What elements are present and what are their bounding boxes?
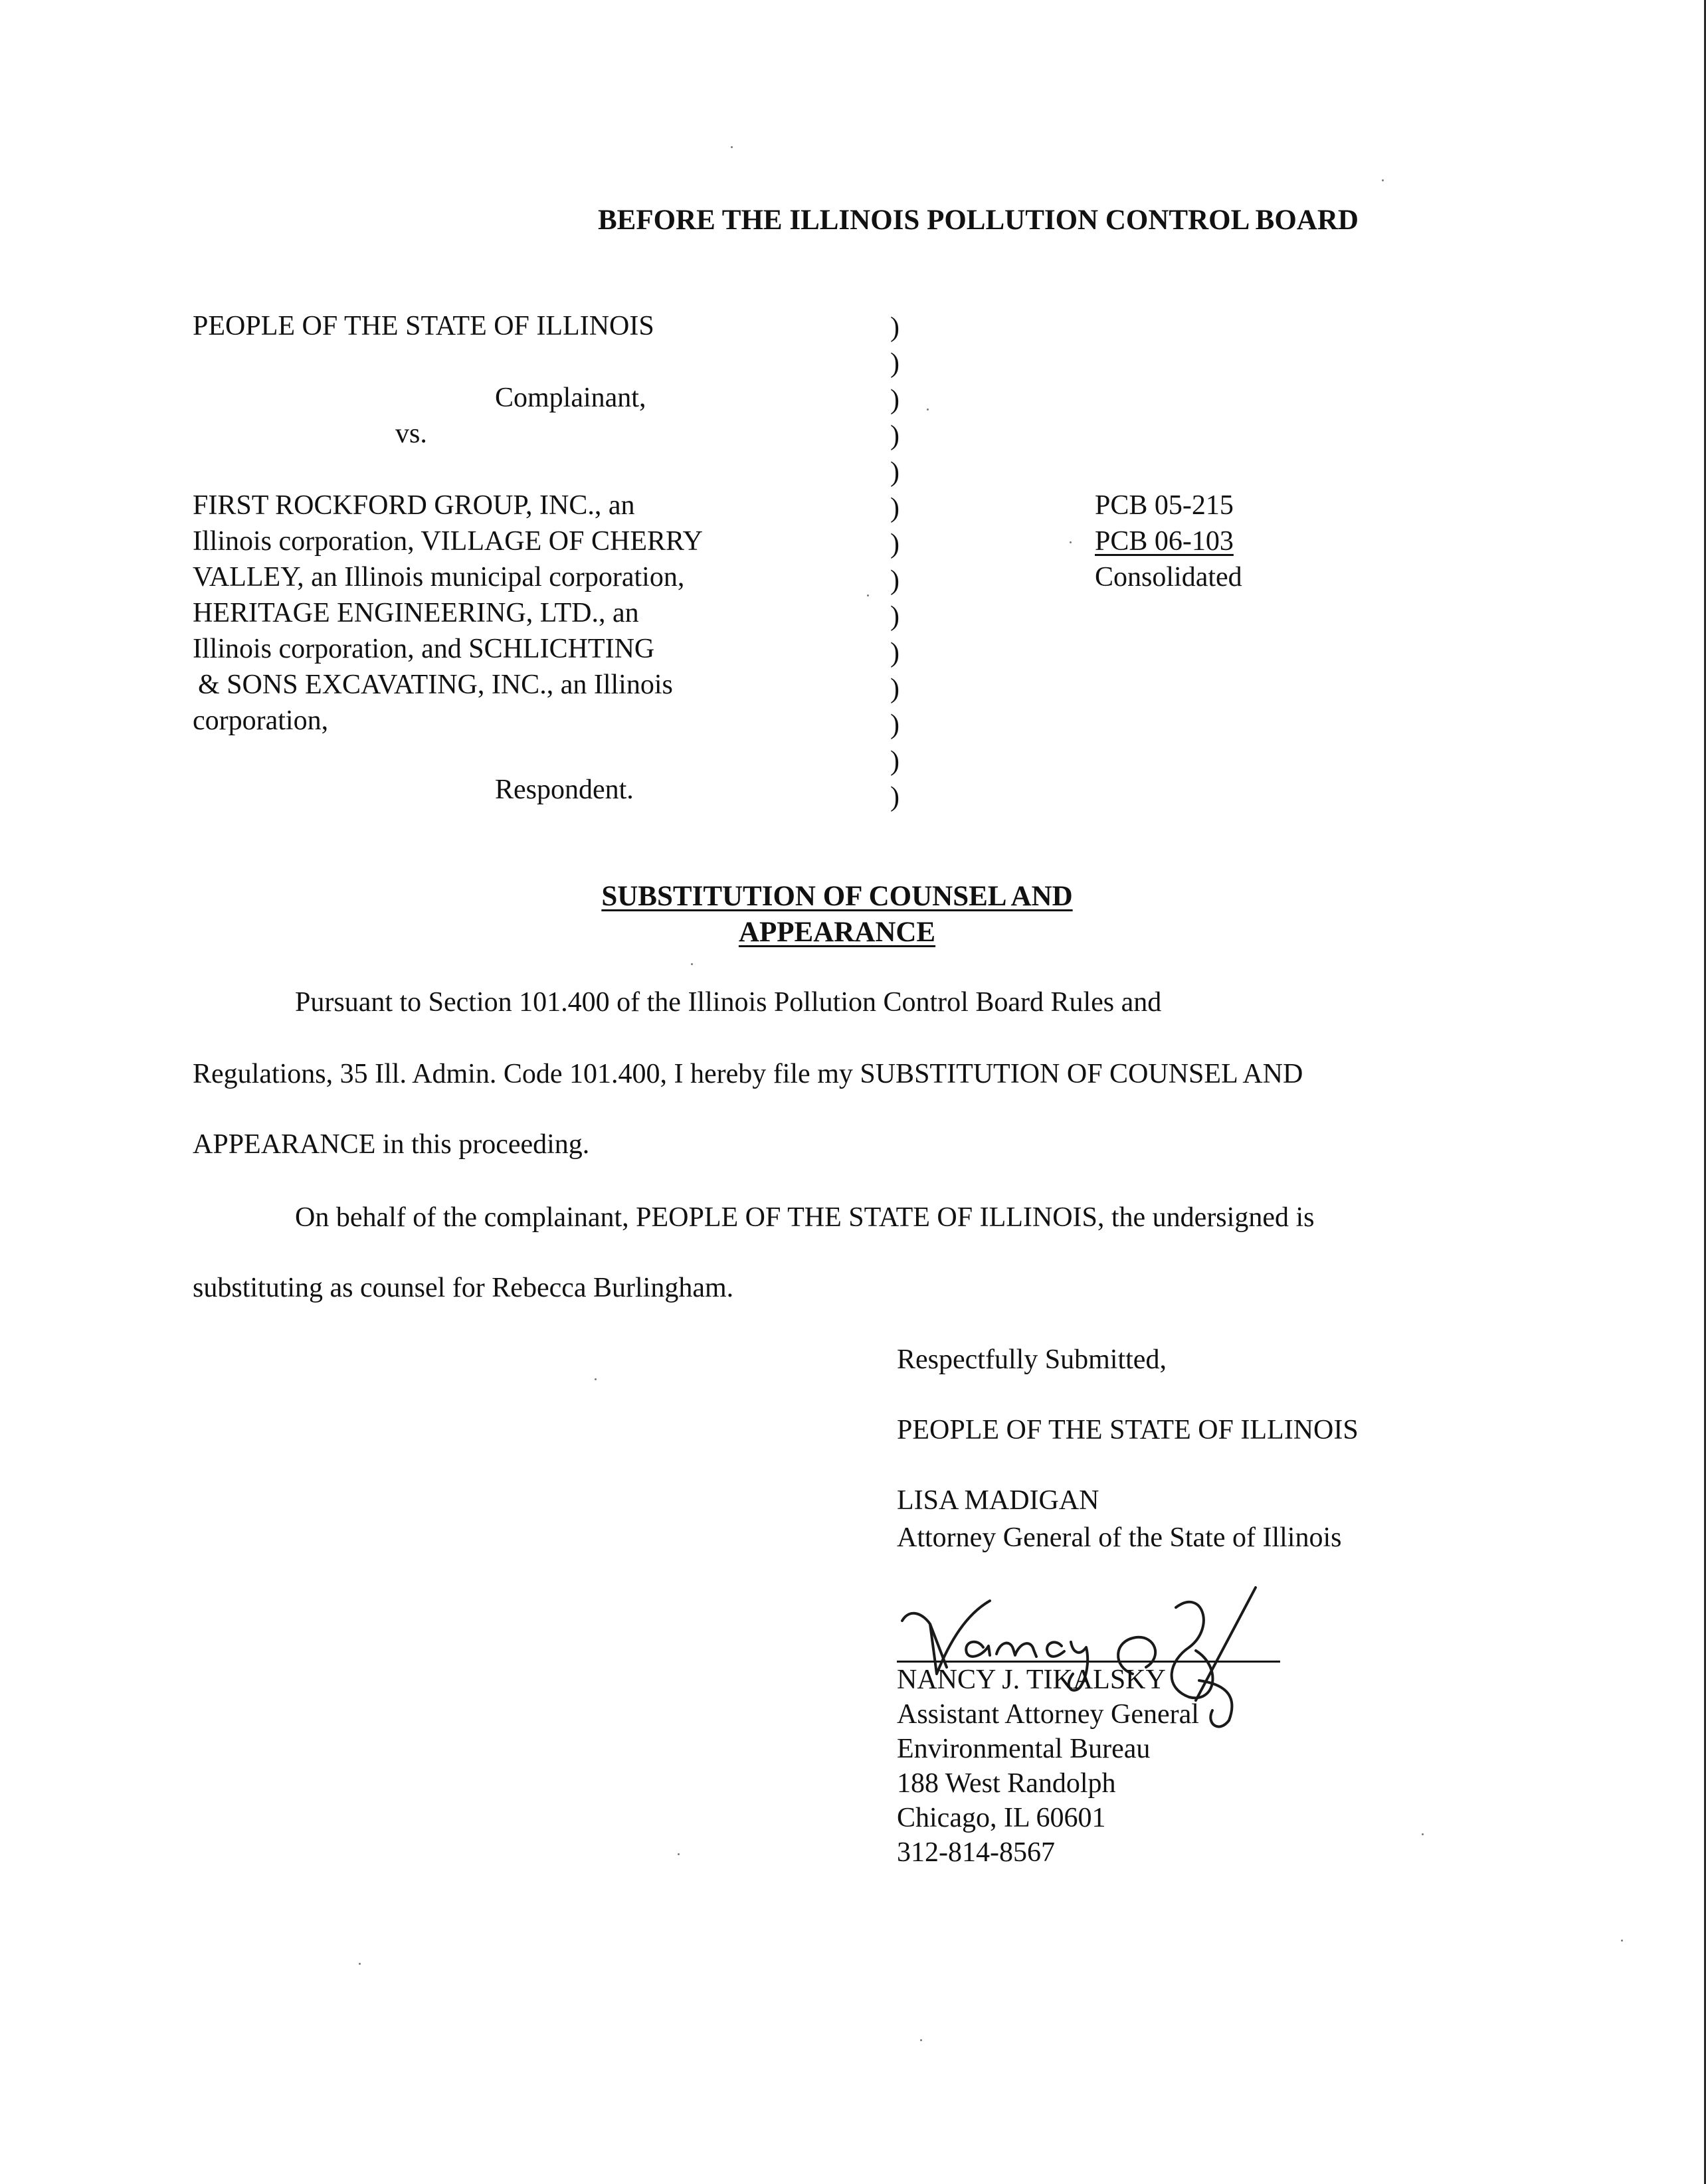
attorney-general-title: Attorney General of the State of Illinois bbox=[897, 1522, 1342, 1553]
scan-speck bbox=[867, 594, 869, 596]
respondent-line: & SONS EXCAVATING, INC., an Illinois bbox=[198, 670, 673, 700]
complainant-role: Complainant, bbox=[495, 383, 646, 413]
caption-parentheses bbox=[890, 310, 910, 815]
signer-name: NANCY J. TIKALSKY bbox=[897, 1665, 1166, 1695]
scan-speck bbox=[1422, 1833, 1424, 1835]
paren: ) bbox=[890, 673, 900, 704]
case-number-1: PCB 05-215 bbox=[1095, 490, 1234, 521]
paren: ) bbox=[890, 601, 900, 632]
court-heading: BEFORE THE ILLINOIS POLLUTION CONTROL BOARD bbox=[598, 205, 1359, 236]
paren: ) bbox=[890, 782, 900, 813]
scan-speck bbox=[678, 1853, 680, 1855]
bureau-name: Environmental Bureau bbox=[897, 1734, 1151, 1764]
street-address: 188 West Randolph bbox=[897, 1768, 1116, 1799]
paren: ) bbox=[890, 420, 900, 452]
consolidated-label: Consolidated bbox=[1095, 562, 1242, 592]
respondent-line: HERITAGE ENGINEERING, LTD., an bbox=[193, 598, 639, 628]
paren: ) bbox=[890, 492, 900, 523]
case-number-2: PCB 06-103 bbox=[1095, 526, 1234, 557]
body-paragraph-2-line: On behalf of the complainant, PEOPLE OF THE STATE OF ILLINOIS, the undersigned is bbox=[295, 1202, 1315, 1233]
signer-title: Assistant Attorney General bbox=[897, 1699, 1199, 1730]
paren: ) bbox=[890, 348, 900, 379]
respondent-line: Illinois corporation, VILLAGE OF CHERRY bbox=[193, 526, 704, 557]
document-title-line-2: APPEARANCE bbox=[738, 917, 936, 948]
scan-speck bbox=[1621, 1940, 1623, 1942]
paren: ) bbox=[890, 456, 900, 488]
body-paragraph-1-line: Pursuant to Section 101.400 of the Illinois Pollution Control Board Rules and bbox=[295, 987, 1162, 1018]
scan-speck bbox=[1382, 179, 1384, 181]
party-name: PEOPLE OF THE STATE OF ILLINOIS bbox=[897, 1415, 1359, 1445]
respondent-line: corporation, bbox=[193, 705, 329, 736]
city-address: Chicago, IL 60601 bbox=[897, 1803, 1106, 1833]
respondent-line: Illinois corporation, and SCHLICHTING bbox=[193, 634, 655, 664]
respondent-line: FIRST ROCKFORD GROUP, INC., an bbox=[193, 490, 635, 521]
phone-number: 312-814-8567 bbox=[897, 1837, 1055, 1868]
scan-speck bbox=[595, 1378, 597, 1380]
scan-speck bbox=[359, 1963, 361, 1965]
attorney-general-name: LISA MADIGAN bbox=[897, 1485, 1099, 1516]
scan-speck bbox=[920, 2039, 922, 2041]
respondent-line: VALLEY, an Illinois municipal corporation, bbox=[193, 562, 685, 592]
scan-speck bbox=[731, 146, 733, 148]
scan-speck bbox=[1070, 541, 1072, 543]
paren: ) bbox=[890, 709, 900, 741]
paren: ) bbox=[890, 637, 900, 668]
versus-label: vs. bbox=[395, 418, 427, 449]
paren: ) bbox=[890, 565, 900, 596]
document-title-line-1: SUBSTITUTION OF COUNSEL AND bbox=[601, 881, 1073, 912]
closing-text: Respectfully Submitted, bbox=[897, 1344, 1167, 1375]
complainant-name: PEOPLE OF THE STATE OF ILLINOIS bbox=[193, 311, 654, 341]
respondent-role: Respondent. bbox=[495, 774, 634, 805]
paren: ) bbox=[890, 384, 900, 415]
paren: ) bbox=[890, 529, 900, 560]
scan-speck bbox=[691, 963, 693, 965]
paren: ) bbox=[890, 312, 900, 343]
body-paragraph-1-line: APPEARANCE in this proceeding. bbox=[193, 1129, 590, 1160]
paren: ) bbox=[890, 745, 900, 776]
body-paragraph-2-line: substituting as counsel for Rebecca Burlingham. bbox=[193, 1273, 734, 1303]
scan-speck bbox=[927, 409, 929, 410]
body-paragraph-1-line: Regulations, 35 Ill. Admin. Code 101.400, I hereby file my SUBSTITUTION OF COUNSEL AND bbox=[193, 1059, 1303, 1089]
